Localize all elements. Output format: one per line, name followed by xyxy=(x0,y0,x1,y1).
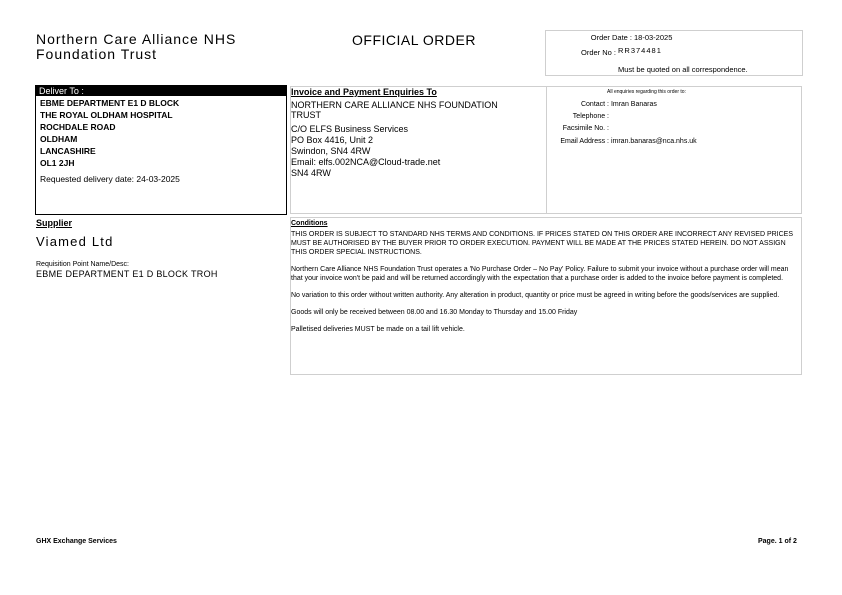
conditions-box xyxy=(290,217,802,375)
document-title: OFFICIAL ORDER xyxy=(352,32,476,48)
supplier-name: Viamed Ltd xyxy=(36,234,114,249)
deliver-address-line: THE ROYAL OLDHAM HOSPITAL xyxy=(40,110,173,120)
invoice-address-line: C/O ELFS Business Services xyxy=(291,124,409,134)
deliver-address-line: OL1 2JH xyxy=(40,158,75,168)
telephone-label: Telephone : xyxy=(572,113,609,120)
conditions-paragraph: Goods will only be received between 08.00 and 16.30 Monday to Thursday and 15.00 Friday xyxy=(291,309,578,316)
organisation-name xyxy=(36,32,236,62)
invoice-address-line: Swindon, SN4 4RW xyxy=(291,146,371,156)
deliver-address-line: ROCHDALE ROAD xyxy=(40,122,116,132)
requisition-point-label: Requisition Point Name/Desc: xyxy=(36,261,129,268)
requested-delivery-date xyxy=(36,170,286,188)
contact-value: Imran Banaras xyxy=(610,101,657,108)
order-no-value: RR374481 xyxy=(618,46,662,55)
invoice-address-line: SN4 4RW xyxy=(291,168,331,178)
invoice-address-line: NORTHERN CARE ALLIANCE NHS FOUNDATION xyxy=(291,100,498,110)
conditions-paragraph: Northern Care Alliance NHS Foundation Trust operates a 'No Purchase Order – No Pay' Policy. Failure to submit your invoice without a purchase order will mean that your invoice won't be paid and will be returned accordingly with the expectation that a purchase order is added to the invoice before payment is completed. xyxy=(291,266,789,282)
footer-provider: GHX Exchange Services xyxy=(36,538,117,545)
fax-row xyxy=(549,125,609,132)
contact-label: Contact : xyxy=(580,101,609,108)
page-number: Page. 1 of 2 xyxy=(758,538,797,545)
requested-delivery-label: Requested delivery date: xyxy=(40,174,135,184)
invoice-divider xyxy=(546,87,547,213)
invoice-enquiries-box xyxy=(290,86,802,214)
telephone-row xyxy=(549,113,609,120)
order-date-label: Order Date : xyxy=(590,33,632,42)
requested-delivery-value: 24-03-2025 xyxy=(136,174,180,184)
invoice-address-line: PO Box 4416, Unit 2 xyxy=(291,135,374,145)
deliver-address-line: EBME DEPARTMENT E1 D BLOCK xyxy=(40,98,180,108)
organisation-name-line1: Northern Care Alliance NHS xyxy=(36,31,237,47)
quote-note: Must be quoted on all correspondence. xyxy=(618,65,748,74)
deliver-address-line: OLDHAM xyxy=(40,134,78,144)
deliver-to-box xyxy=(35,85,287,215)
invoice-email-line: Email: elfs.002NCA@Cloud-trade.net xyxy=(291,157,441,167)
invoice-address-line: TRUST xyxy=(291,110,321,120)
conditions-paragraph: Palletised deliveries MUST be made on a tail lift vehicle. xyxy=(291,326,465,333)
fax-label: Facsimile No. : xyxy=(562,125,609,132)
order-date-value: 18-03-2025 xyxy=(634,33,673,42)
supplier-heading: Supplier xyxy=(36,218,73,228)
conditions-text xyxy=(291,230,799,342)
conditions-paragraph: THIS ORDER IS SUBJECT TO STANDARD NHS TERMS AND CONDITIONS. IF PRICES STATED ON THIS ORDER ARE INCORRECT ANY REVISED PRICES MUST BE AUTHORISED BY THE BUYER PRIOR TO ORDER EXECUTION. PAYMENT WILL BE MADE AT THE PRICES STATED HEREIN. DO NOT ASSIGN THIS ORDER SPECIAL INSTRUCTIONS. xyxy=(291,231,794,256)
order-no-label: Order No : xyxy=(580,48,616,57)
deliver-address-line: LANCASHIRE xyxy=(40,146,96,156)
invoice-title: Invoice and Payment Enquiries To xyxy=(291,87,437,97)
requisition-point-value: EBME DEPARTMENT E1 D BLOCK TROH xyxy=(36,269,218,279)
email-row xyxy=(549,138,697,145)
organisation-name-line2: Foundation Trust xyxy=(36,46,158,62)
contact-row xyxy=(549,101,657,108)
conditions-paragraph: No variation to this order without written authority. Any alteration in product, quantity or price must be agreed in writing before the goods/services are supplied. xyxy=(291,292,780,299)
contact-note: All enquiries regarding this order to: xyxy=(607,89,686,95)
deliver-address xyxy=(36,96,286,170)
invoice-address xyxy=(291,100,541,179)
email-label: Email Address : xyxy=(560,138,609,145)
email-value: imran.banaras@nca.nhs.uk xyxy=(610,138,697,145)
conditions-title: Conditions xyxy=(291,220,328,227)
deliver-to-heading: Deliver To : xyxy=(36,86,286,96)
order-details-box xyxy=(545,30,803,76)
